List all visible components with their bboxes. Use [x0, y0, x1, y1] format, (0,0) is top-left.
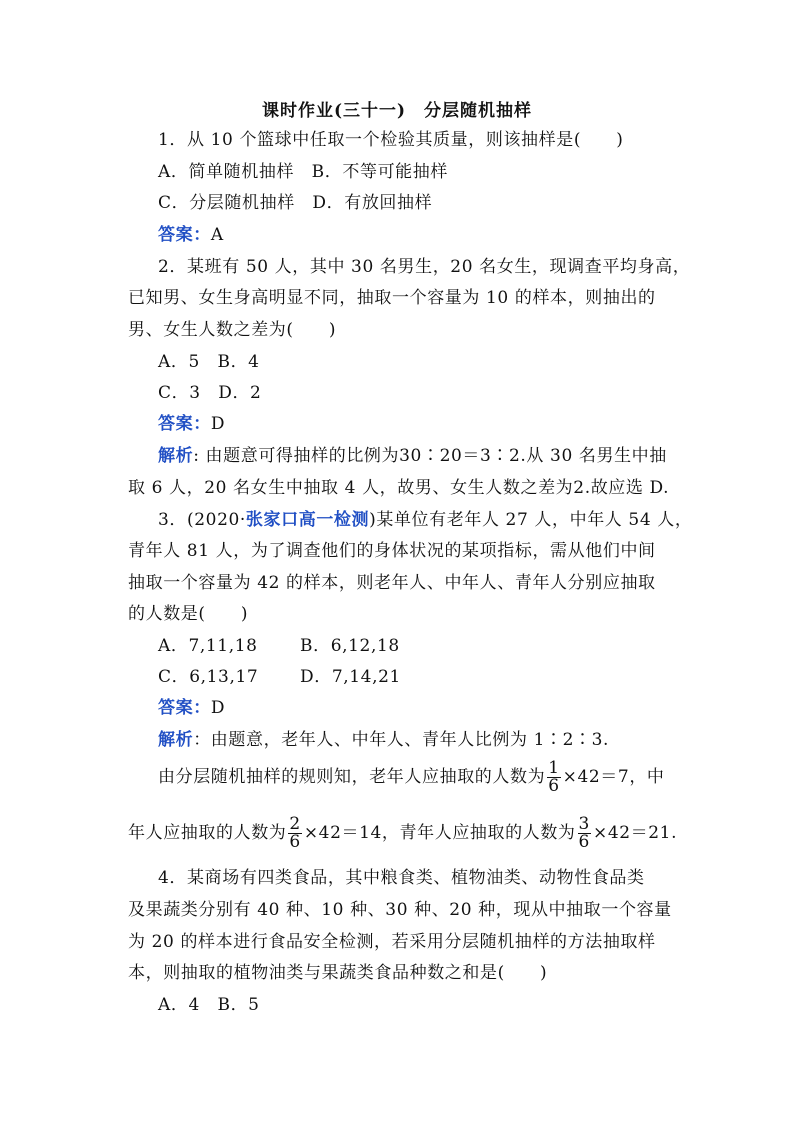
q1-options-cd: C．分层随机抽样 D．有放回抽样: [158, 193, 433, 213]
q4-options-ab: A．4 B．5: [158, 995, 260, 1015]
answer-value: D: [210, 698, 226, 718]
q3-analysis-line2: [158, 760, 665, 795]
q4-stem-line2: 及果蔬类分别有 40 种、10 种、30 种、20 种，现从中抽取一个容量: [128, 900, 672, 920]
q3-stem-line2: 青年人 81 人，为了调查他们的身体状况的某项指标，需从他们中间: [128, 541, 656, 561]
fraction: [578, 816, 591, 851]
q3-option-d: D．7,14,21: [300, 667, 401, 687]
fraction-numerator: 1: [548, 758, 560, 778]
answer-label: 答案：: [158, 225, 211, 245]
q3-stem-line1: [158, 508, 692, 532]
fraction: [288, 816, 301, 851]
q3-option-c: C．6,13,17: [158, 667, 259, 687]
q1-options-ab: A．简单随机抽样 B．不等可能抽样: [158, 162, 448, 182]
q2-answer: [158, 412, 225, 436]
analysis-text: ×42＝21.: [592, 823, 678, 843]
q3-option-a: A．7,11,18: [158, 636, 258, 656]
analysis-text: ×42＝7，中: [562, 767, 665, 787]
q3-prefix: 3．(2020·: [158, 510, 246, 530]
fraction-denominator: 6: [289, 832, 301, 852]
q3-stem-rest: )某单位有老年人 27 人，中年人 54 人，: [369, 510, 693, 530]
fraction-numerator: 3: [578, 814, 590, 834]
analysis-label: 解析: [158, 730, 194, 750]
q2-options-ab: A．5 B．4: [158, 352, 260, 372]
q4-stem-line1: 4．某商场有四类食品，其中粮食类、植物油类、动物性食品类: [158, 868, 645, 888]
analysis-text: ×42＝14，青年人应抽取的人数为: [303, 823, 576, 843]
q3-analysis-line1: [158, 728, 609, 752]
answer-label: 答案：: [158, 414, 211, 434]
answer-label: 答案：: [158, 698, 211, 718]
q3-stem-line4: 的人数是( ): [128, 604, 249, 624]
q2-options-cd: C．3 D．2: [158, 383, 262, 403]
answer-value: D: [210, 414, 226, 434]
analysis-text: : 由题意可得抽样的比例为30∶20＝3∶2.从 30 名男生中抽: [193, 446, 667, 466]
q2-analysis-line2: 取 6 人，20 名女生中抽取 4 人，故男、女生人数之差为2.故应选 D.: [128, 478, 670, 498]
q3-analysis-line3: [128, 816, 677, 851]
analysis-text: 由分层随机抽样的规则知，老年人应抽取的人数为: [158, 767, 546, 787]
q2-stem-line1: 2．某班有 50 人，其中 30 名男生，20 名女生，现调查平均身高，: [158, 257, 691, 277]
q1-stem: 1．从 10 个篮球中任取一个检验其质量，则该抽样是( ): [158, 130, 624, 150]
q2-stem-line3: 男、女生人数之差为( ): [128, 320, 337, 340]
q1-answer: [158, 223, 224, 247]
analysis-text: 年人应抽取的人数为: [128, 823, 287, 843]
fraction-denominator: 6: [578, 832, 590, 852]
fraction-numerator: 2: [289, 814, 301, 834]
q4-stem-line3: 为 20 的样本进行食品安全检测，若采用分层随机抽样的方法抽取样: [128, 932, 656, 952]
answer-value: A: [210, 225, 224, 245]
fraction: [547, 760, 560, 795]
q3-answer: [158, 696, 225, 720]
analysis-text: ：由题意，老年人、中年人、青年人比例为 1∶2∶3.: [193, 730, 610, 750]
q3-stem-line3: 抽取一个容量为 42 的样本，则老年人、中年人、青年人分别应抽取: [128, 573, 656, 593]
q2-stem-line2: 已知男、女生身高明显不同，抽取一个容量为 10 的样本，则抽出的: [128, 288, 656, 308]
fraction-denominator: 6: [548, 776, 560, 796]
q4-stem-line4: 本，则抽取的植物油类与果蔬类食品种数之和是( ): [128, 963, 548, 983]
page-title: 课时作业(三十一) 分层随机抽样: [261, 101, 533, 121]
q3-source: 张家口高一检测: [245, 510, 370, 530]
analysis-label: 解析: [158, 446, 194, 466]
q3-option-b: B．6,12,18: [300, 636, 400, 656]
q2-analysis-line1: [158, 444, 667, 468]
